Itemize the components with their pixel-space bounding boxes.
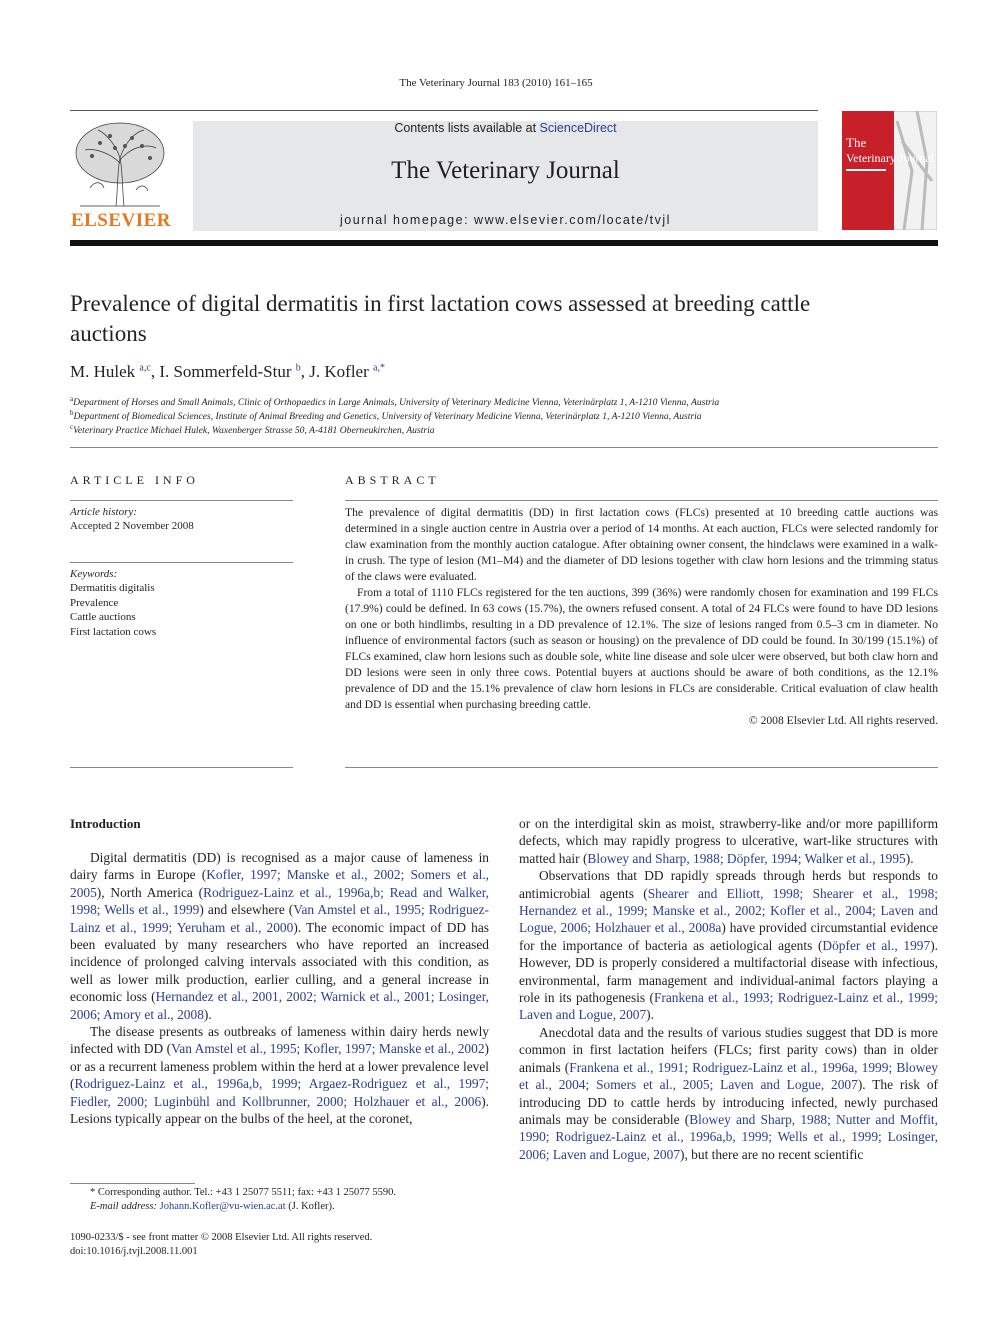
citation-link[interactable]: Van Amstel et al., 1995; Kofler, 1997; Manske et al., 2002 [171,1041,485,1057]
author-name: J. Kofler [309,362,369,381]
history-label: Article history: [70,506,137,518]
body-text: ) have provided circumstantial evidence for the importance of bacteria as aetiological agents ( [519,920,938,953]
cover-title-the: The [846,135,867,150]
divider [70,110,818,111]
keyword: Dermatitis digitalis [70,582,155,594]
body-text: ) or as a recurrent lameness problem within the herd at a lower prevalence level ( [70,1041,489,1092]
citation-link[interactable]: Blowey and Sharp, 1988; Nutter and Moffit, 1990; Rodriguez-Lainz et al., 1996a,b, 1999; Wells et al., 1999; Losinger, 2006; Laven and Logue, 2007 [519,1111,938,1162]
keyword: Cattle auctions [70,611,136,623]
contents-line [193,121,818,135]
keywords-list [70,581,156,639]
contents-prefix: Contents lists available at [394,121,540,135]
body-text: ). The economic impact of DD has been evaluated by many researchers who have reported an increased incidence of prolonged calving intervals associated with this condition, as well as lower milk production, earlier culling, and a general increase in economic loss ( [70,919,489,1005]
abstract-body [345,505,938,729]
body-paragraph [519,815,938,867]
divider [70,447,938,448]
journal-homepage [193,213,818,227]
body-paragraph [519,1024,938,1163]
divider [345,767,938,768]
section-heading-introduction: Introduction [70,816,141,831]
abstract-paragraph: The prevalence of digital dermatitis (DD) in first lactation cows (FLCs) presented at 10 breeding cattle auctions was determined in a single auction centre in Austria over a period of 14 months. At each auction, FLCs were selected randomly for claw examination from the monthly auction catalogue. After obtaining owner consent, the hindclaws were examined in a walk-in crush. The type of lesion (M1–M4) and the diameter of DD lesions together with claw horn lesions and the trimming status of the claws were evaluated. [345,506,938,583]
footnote [70,1186,510,1214]
abstract-paragraph: From a total of 1110 FLCs registered for the ten auctions, 399 (36%) were randomly chosen for examination and 199 FLCs (17.9%) could be defined. In 63 cows (15.7%), the owners refused consent. A total of 24 FLCs were found to have DD lesions on one or both hindlimbs, resulting in a DD prevalence of 12.1%. The size of lesions ranged from 0.5–3 cm in diameter. No influence of environmental factors (such as season or housing) on the prevalence of DD could be found. In 30/199 (15.1%) of FLCs examined, claw horn lesions such as double sole, white line disease and sole ulcer were observed, but both claw horn and DD lesions were seen in only three cows. Potential buyers at auctions should be aware of both conditions, as the 12.1% prevalence of DD and the 15.1% prevalence of claw horn lesions in FLCs are considerable. Critical evaluation of claw health and DD is essential when purchasing breeding cattle. [345,586,938,711]
keyword: First lactation cows [70,625,157,638]
sciencedirect-link[interactable]: ScienceDirect [539,121,617,135]
homepage-url[interactable]: www.elsevier.com/locate/tvjl [474,213,671,227]
email-label: E-mail address: [90,1201,160,1212]
affiliation-mark: c [70,423,74,431]
body-text: ). [905,850,914,866]
body-text: ), but there are no recent scientific [680,1146,864,1162]
doi-line: doi:10.1016/j.tvjl.2008.11.001 [70,1246,198,1257]
publisher-name: ELSEVIER [70,210,172,231]
author-separator: , [300,362,310,381]
article-info-heading: ARTICLE INFO [70,473,199,487]
journal-citation: The Veterinary Journal 183 (2010) 161–165 [399,77,593,89]
author-affiliation-mark[interactable]: a,c [139,362,151,374]
author-separator: , [150,362,160,381]
author-affiliation-mark[interactable]: b [295,362,301,374]
body-text: ). The risk of introducing DD to cattle herds by introducing infected, newly purchased animals may be considerable ( [519,1077,938,1127]
keywords-label: Keywords: [70,568,118,580]
affiliation-text: Veterinary Practice Michael Hulek, Waxenberger Strasse 50, A-4181 Oberneukirchen, Austria [73,425,435,437]
citation-link[interactable]: Döpfer et al., 1997 [822,937,931,953]
citation-link[interactable]: Rodriguez-Lainz et al., 1996a,b; Read and Walker, 1998; Wells et al., 1999 [70,884,490,918]
body-text: ). However, DD is properly considered a multifactorial disease with infectious, environmental, farm management and individual-animal factors playing a role in its pathogenesis ( [519,937,938,1006]
copyright-notice: © 2008 Elsevier Ltd. All rights reserved. [748,714,938,727]
email-suffix: (J. Kofler). [285,1201,335,1212]
divider [70,500,293,501]
body-text: or on the interdigital skin as moist, strawberry-like and/or more papilliform defects, which may rapidly progress to ulcerative, wart-like structures with matted hair ( [519,816,938,866]
author-name: I. Sommerfeld-Stur [159,362,292,381]
body-text: ) and elsewhere ( [199,902,294,918]
header-bottom-rule [70,240,938,246]
homepage-prefix: journal homepage: [340,213,475,227]
article-title: Prevalence of digital dermatitis in first lactation cows assessed at breeding cattle auctions [70,291,811,346]
journal-cover-image [842,111,937,230]
body-text: ). [646,1007,654,1023]
history-value: Accepted 2 November 2008 [70,520,194,532]
email-line [70,1200,510,1214]
citation-link[interactable]: Blowey and Sharp, 1988; Döpfer, 1994; Walker et al., 1995 [587,850,906,866]
citation-link[interactable]: Shearer and Elliott, 1998; Shearer et al., 1998; Hernandez et al., 1999; Manske et al., 2002; Kofler et al., 2004; Laven and Logue, 2006; Holzhauer et al., 2008a [519,885,938,936]
citation-link[interactable]: Frankena et al., 1993; Rodriguez-Lainz et al., 1999; Laven and Logue, 2007 [519,990,939,1023]
divider [345,500,938,501]
body-text: ). Lesions typically appear on the bulbs of the heel, at the coronet, [70,1093,489,1127]
body-text: ), North America ( [96,884,204,900]
issn-block [70,1231,372,1259]
body-text: Observations that DD rapidly spreads through herds but responds to antimicrobial agents ( [519,868,938,901]
affiliation [70,395,940,408]
citation-link[interactable]: Frankena et al., 1991; Rodriguez-Lainz et al., 1996a, 1999; Blowey et al., 2004; Somers et al., 2005; Laven and Logue, 2007 [519,1059,938,1093]
body-paragraph [70,849,489,1023]
citation-link[interactable]: Hernandez et al., 2001, 2002; Warnick et al., 2001; Losinger, 2006; Amory et al., 2008 [70,989,489,1022]
body-paragraph [519,867,938,1024]
divider [70,767,293,768]
citation-link[interactable]: Van Amstel et al., 1995; Rodriguez-Lainz et al., 1999; Yeruham et al., 2000 [70,902,489,935]
affiliation-mark: a [70,395,74,403]
body-text: Anecdotal data and the results of various studies suggest that DD is more common in first lactation heifers (FLCs; first parity cows) than in older animals ( [519,1024,938,1075]
keyword: Prevalence [70,596,119,609]
body-text: The disease presents as outbreaks of lameness within dairy herds newly infected with DD ( [70,1024,489,1057]
body-column-right [519,815,938,1163]
author-affiliation-mark[interactable]: a,* [373,362,385,374]
abstract-heading: ABSTRACT [345,473,440,487]
affiliation-mark: b [70,409,74,417]
journal-title: The Veterinary Journal [391,157,620,184]
issn-line: 1090-0233/$ - see front matter © 2008 Elsevier Ltd. All rights reserved. [70,1232,373,1243]
body-paragraph [70,1023,489,1127]
body-column-left [70,849,489,1128]
author-list [70,362,870,382]
email-link[interactable]: Johann.Kofler@vu-wien.ac.at [159,1201,286,1212]
cover-title-journal: Veterinary Journal [846,151,935,165]
affiliation [70,423,940,436]
corresponding-author-note: * Corresponding author. Tel.: +43 1 25077 5511; fax: +43 1 25077 5590. [90,1187,396,1198]
citation-link[interactable]: Kofler, 1997; Manske et al., 2002; Somers et al., 2005 [70,867,490,900]
body-text: ). [203,1006,212,1022]
body-text: Digital dermatitis (DD) is recognised as a major cause of lameness in dairy farms in Europe ( [70,850,489,883]
author-name: M. Hulek [70,362,136,381]
affiliation-text: Department of Biomedical Sciences, Institute of Animal Breeding and Genetics, University of Veterinary Medicine Vienna, Veterinärplatz 1, A-1210 Vienna, Austria [73,411,702,423]
footnote-rule [70,1183,195,1184]
citation-link[interactable]: Rodriguez-Lainz et al., 1996a,b, 1999; Argaez-Rodriguez et al., 1997; Fiedler, 2000; Luginbühl and Kollbrunner, 2000; Holzhauer et al., 2006 [70,1076,489,1109]
affiliation [70,409,940,422]
divider [70,562,293,563]
affiliation-text: Department of Horses and Small Animals, Clinic of Orthopaedics in Large Animals, University of Veterinary Medicine Vienna, Veterinärplatz 1, A-1210 Vienna, Austria [73,397,720,409]
